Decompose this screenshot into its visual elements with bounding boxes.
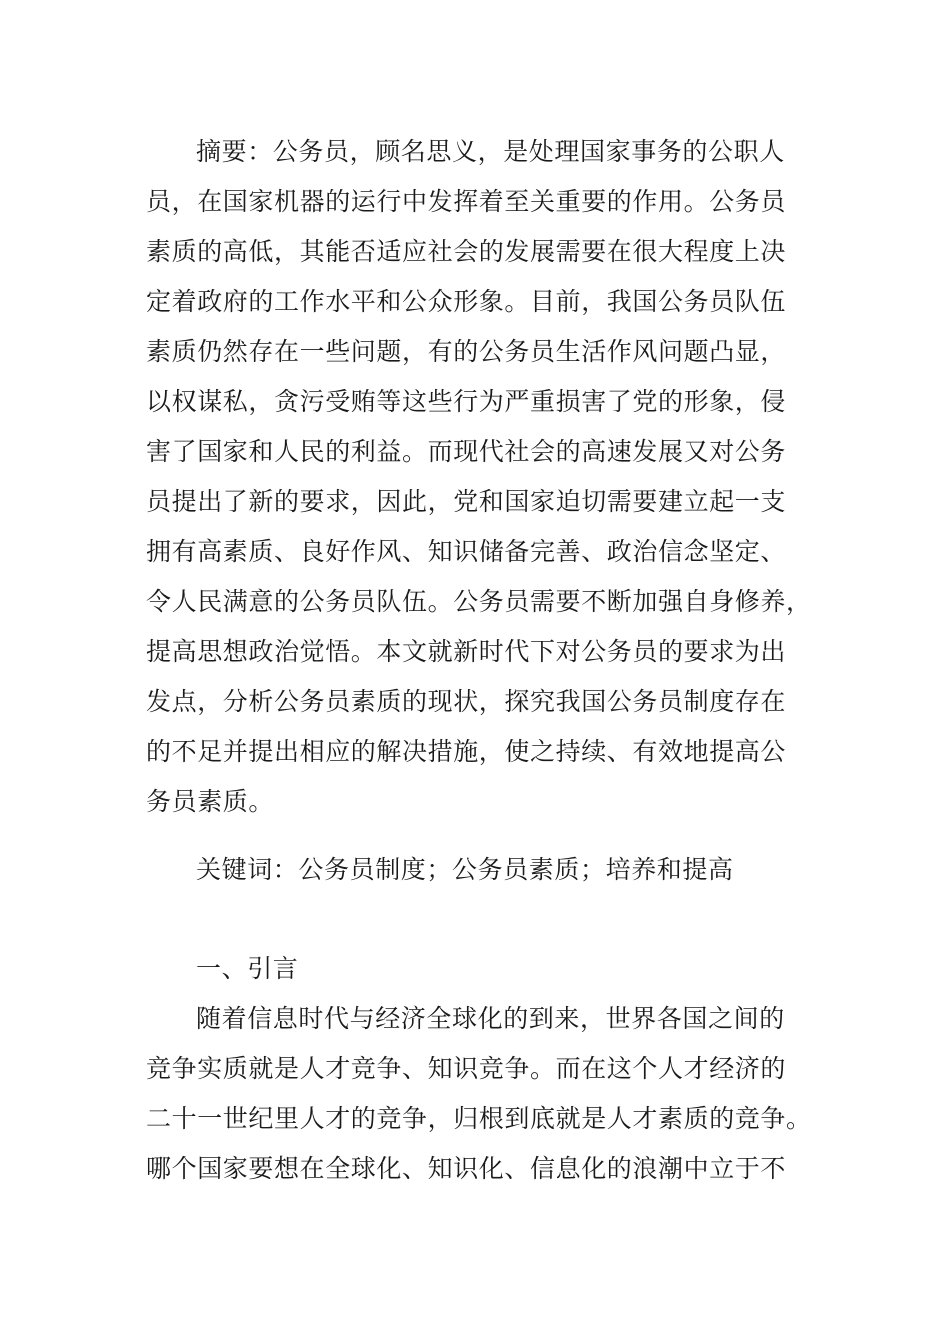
abstract-paragraph (146, 127, 812, 827)
intro-line: 随着信息时代与经济全球化的到来，世界各国之间的 (196, 1004, 785, 1033)
abstract-line: 素质的高低，其能否适应社会的发展需要在很大程度上决 (146, 237, 787, 266)
intro-line: 哪个国家要想在全球化、知识化、信息化的浪潮中立于不 (146, 1154, 787, 1183)
abstract-line: 拥有高素质、良好作风、知识储备完善、政治信念坚定、 (146, 537, 787, 566)
abstract-line: 的不足并提出相应的解决措施，使之持续、有效地提高公 (146, 737, 787, 766)
intro-line: 竞争实质就是人才竞争、知识竞争。而在这个人才经济的 (146, 1054, 787, 1083)
abstract-line: 害了国家和人民的利益。而现代社会的高速发展又对公务 (146, 437, 787, 466)
keywords-line: 关键词：公务员制度；公务员素质；培养和提高 (196, 855, 734, 884)
abstract-line: 发点，分析公务员素质的现状，探究我国公务员制度存在 (146, 687, 787, 716)
section-heading (146, 944, 806, 994)
section-title: 一、引言 (196, 954, 299, 983)
abstract-line: 提高思想政治觉悟。本文就新时代下对公务员的要求为出 (146, 637, 787, 666)
intro-line: 二十一世纪里人才的竞争，归根到底就是人才素质的竞争。 (146, 1104, 812, 1133)
abstract-line: 员提出了新的要求，因此，党和国家迫切需要建立起一支 (146, 487, 787, 516)
abstract-line: 员，在国家机器的运行中发挥着至关重要的作用。公务员 (146, 187, 787, 216)
abstract-line: 务员素质。 (146, 787, 275, 816)
abstract-line: 以权谋私，贪污受贿等这些行为严重损害了党的形象，侵 (146, 387, 787, 416)
keywords-paragraph (146, 845, 806, 895)
abstract-line: 素质仍然存在一些问题，有的公务员生活作风问题凸显， (146, 337, 787, 366)
abstract-line: 令人民满意的公务员队伍。公务员需要不断加强自身修养， (146, 587, 812, 616)
abstract-line: 定着政府的工作水平和公众形象。目前，我国公务员队伍 (146, 287, 787, 316)
abstract-line: 摘要：公务员，顾名思义，是处理国家事务的公职人 (196, 137, 785, 166)
intro-paragraph (146, 994, 812, 1194)
